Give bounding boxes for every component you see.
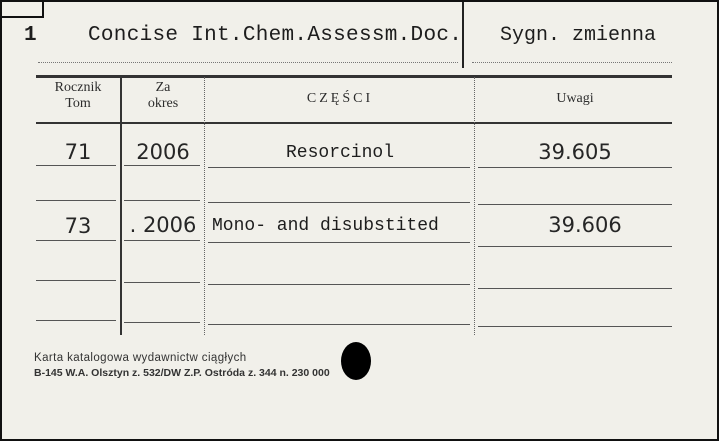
card-title: Concise Int.Chem.Assessm.Doc. — [88, 24, 463, 47]
row-3-line-col4 — [478, 288, 672, 289]
header-year-label: Rocznik — [54, 80, 102, 95]
header-period-line2: okres — [147, 96, 179, 111]
row-4-line-col2 — [124, 322, 200, 323]
row-2-period: . 2006 — [129, 213, 197, 237]
row-sep-1-col3 — [208, 202, 470, 203]
header-parts: CZĘŚCI — [306, 91, 374, 106]
row-1-year: 71 — [64, 140, 92, 164]
row-1-parts: Resorcinol — [285, 143, 395, 163]
row-1-remarks: 39.605 — [538, 140, 612, 164]
row-4-line-col4 — [478, 326, 672, 327]
row-2-line-col2 — [124, 240, 200, 241]
card-number: 1 — [24, 24, 37, 47]
row-1-line-col1 — [36, 165, 116, 166]
header-bottom-border — [36, 122, 672, 124]
row-2-line-col1 — [36, 240, 116, 241]
signature-underline — [472, 62, 672, 63]
row-2-line-col4 — [478, 246, 672, 247]
row-2-parts: Mono- and disubstited — [212, 216, 439, 236]
row-sep-1-col4 — [478, 204, 672, 205]
row-sep-1-col1 — [36, 200, 116, 201]
header-volume-label: Tom — [65, 96, 91, 111]
row-3-line-col2 — [124, 282, 200, 283]
signature-label: Sygn. zmienna — [500, 24, 657, 47]
header-period — [124, 80, 202, 112]
header-period-line1: Za — [155, 80, 171, 95]
row-1-line-col4 — [478, 167, 672, 168]
row-1-line-col2 — [124, 165, 200, 166]
footer-form-title: Karta katalogowa wydawnictw ciągłych — [34, 352, 247, 364]
header-year-volume — [38, 80, 118, 112]
row-2-year: 73 — [64, 214, 92, 238]
title-divider — [462, 2, 464, 68]
col-divider-2 — [204, 77, 205, 335]
punch-hole — [341, 342, 371, 380]
col-divider-1 — [120, 77, 122, 335]
row-4-line-col1 — [36, 320, 116, 321]
footer-printer-info: B-145 W.A. Olsztyn z. 532/DW Z.P. Ostróda z. 344 n. 230 000 — [34, 367, 330, 379]
row-4-line-col3 — [208, 324, 470, 325]
header-remarks: Uwagi — [556, 91, 594, 106]
title-underline — [38, 62, 458, 63]
table-top-border — [36, 75, 672, 78]
row-3-line-col3 — [208, 284, 470, 285]
row-sep-1-col2 — [124, 200, 200, 201]
row-2-remarks: 39.606 — [548, 213, 622, 237]
row-1-line-col3 — [208, 167, 470, 168]
col-divider-3 — [474, 77, 475, 335]
row-3-line-col1 — [36, 280, 116, 281]
row-1-period: 2006 — [136, 140, 190, 164]
card-corner-mark — [2, 2, 44, 18]
row-2-line-col3 — [208, 242, 470, 243]
